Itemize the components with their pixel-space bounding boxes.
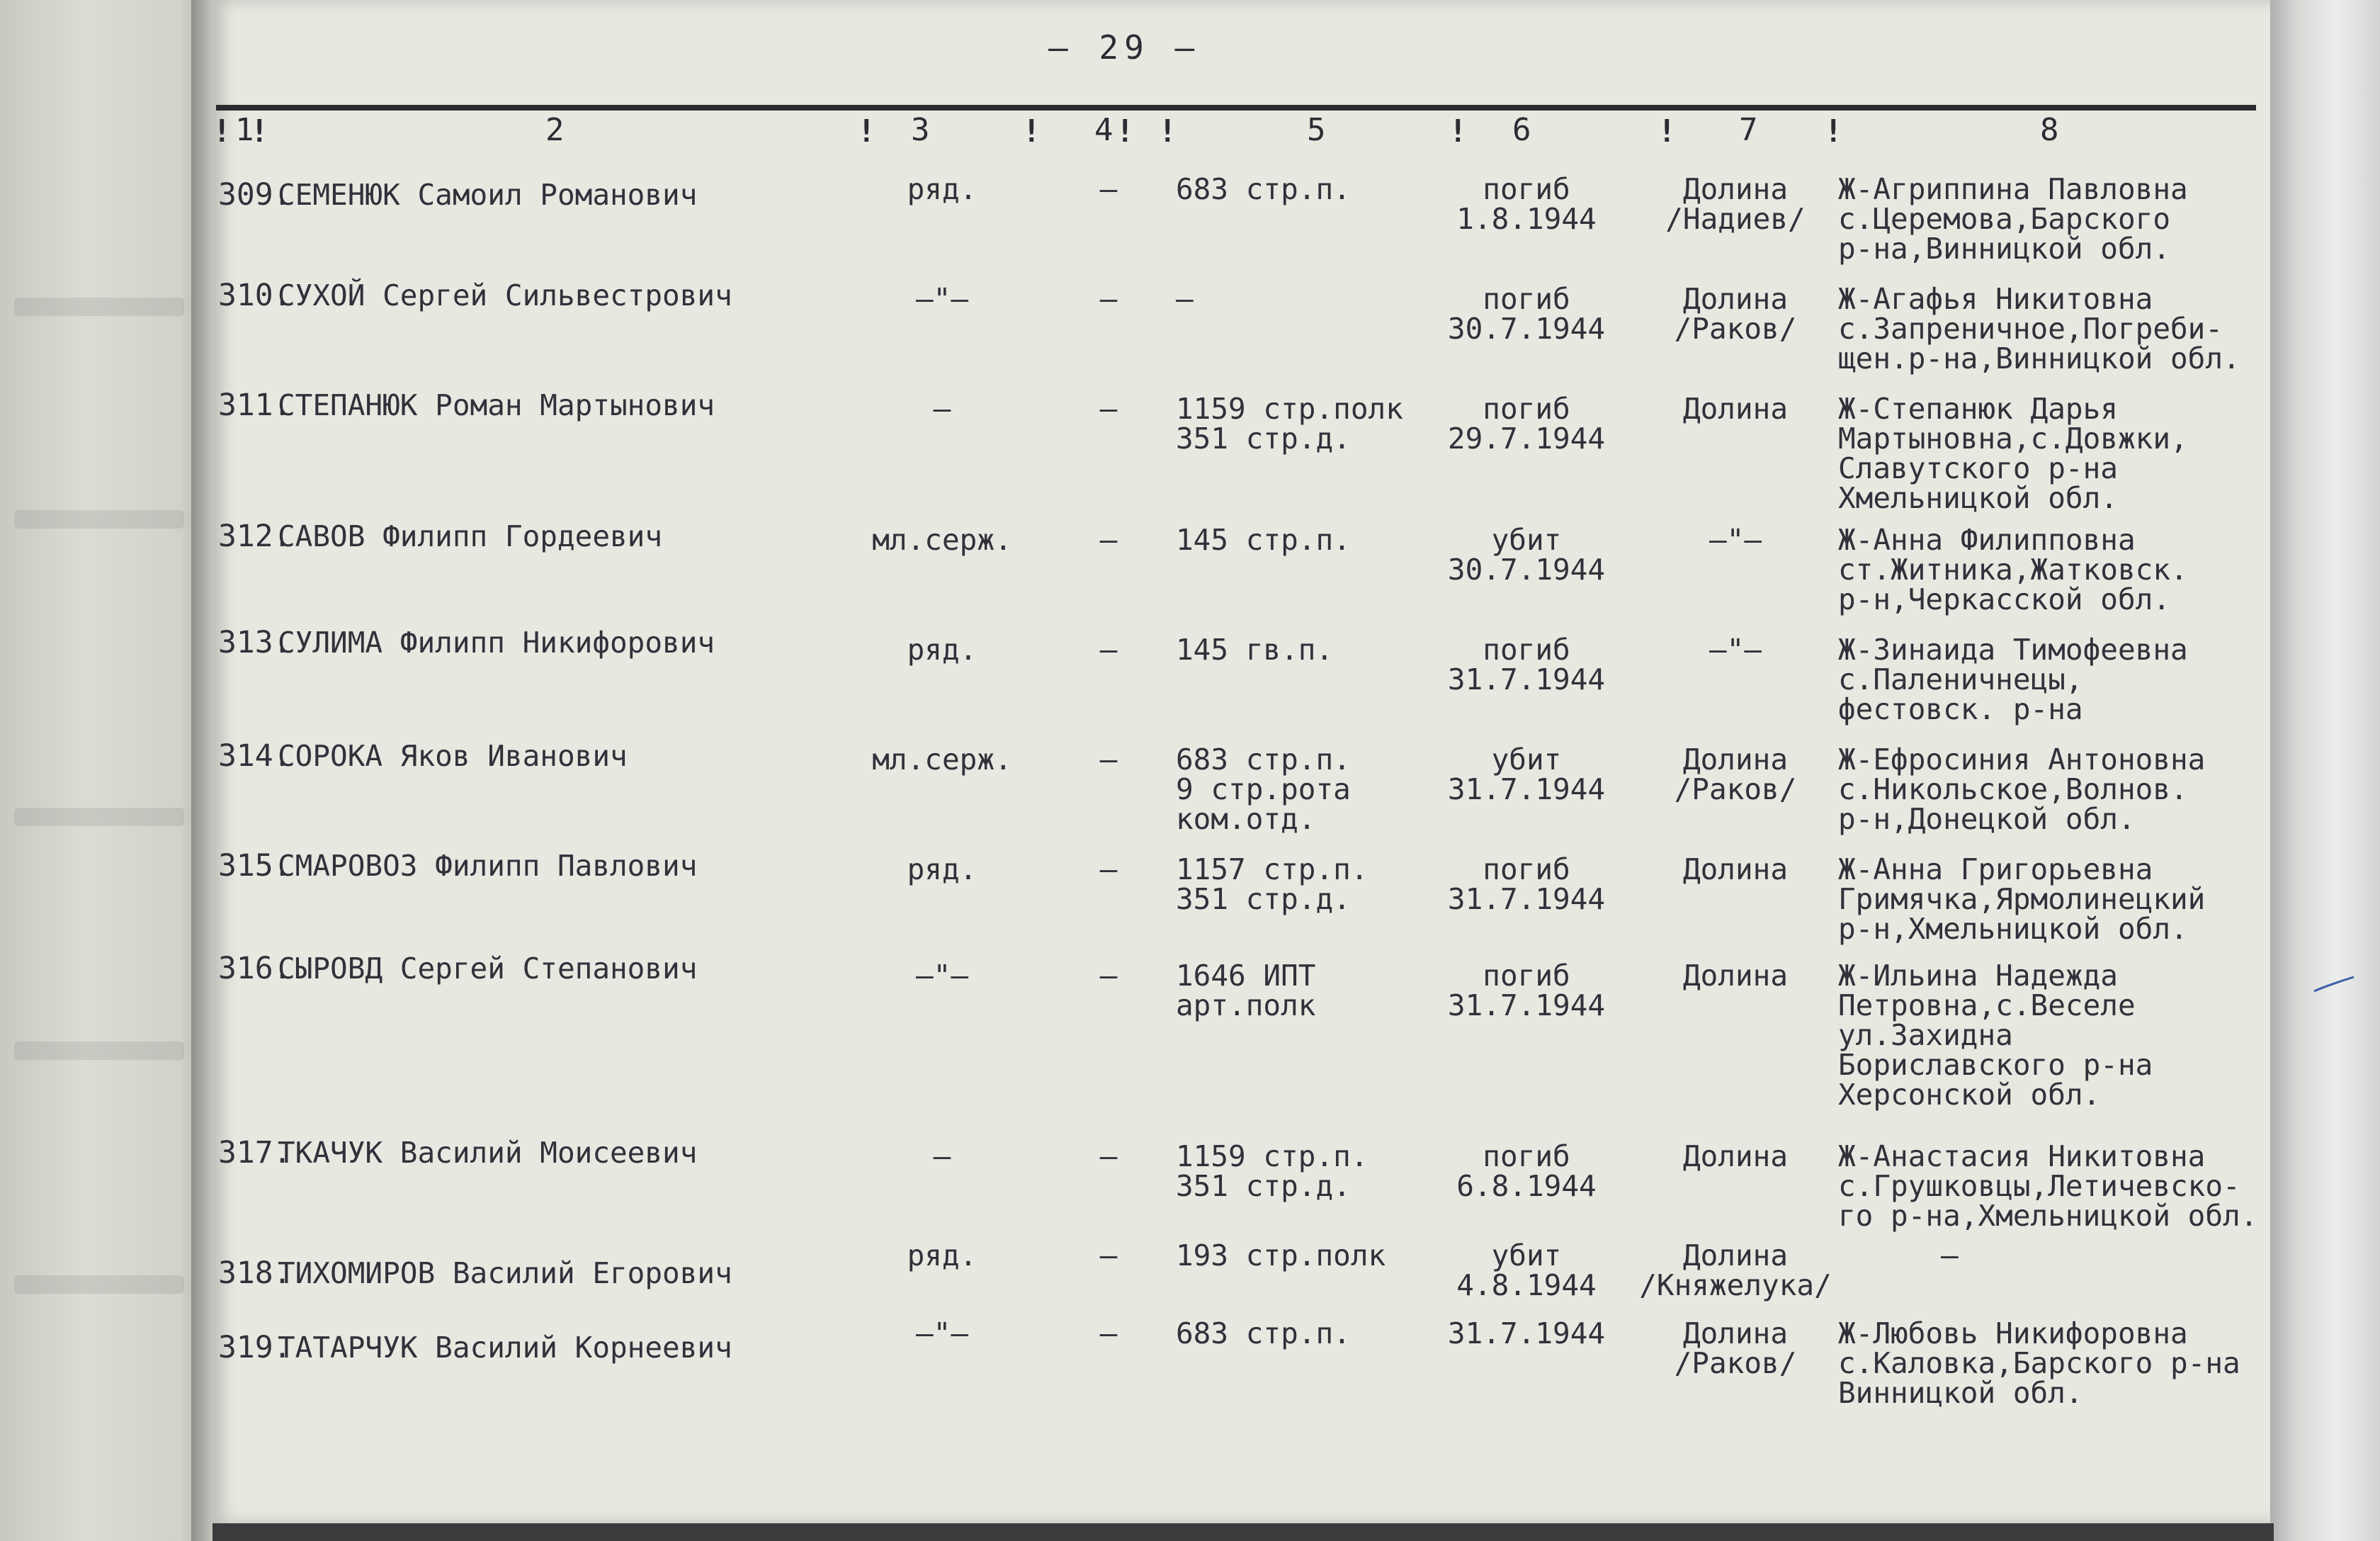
fate-line: убит [1491,1238,1562,1272]
record-number: 316. [218,951,292,986]
burial-place-line: Долина [1682,743,1789,777]
burial-place-line: /Княжелука/ [1639,1268,1832,1302]
person-name: ТИХОМИРОВ Василий Егорович [278,1256,732,1290]
fate-line: погиб [1483,282,1570,316]
fate-line: 4.8.1944 [1456,1268,1597,1302]
person-name: СЕМЕНЮК Самоил Романович [278,178,698,212]
military-unit-line: 351 стр.д. [1176,1169,1351,1203]
column-4-value: – [1099,282,1118,316]
person-name: САВОВ Филипп Гордеевич [278,519,663,553]
record-number: 313. [218,625,292,660]
person-name: СМАРОВОЗ Филипп Павлович [278,849,698,883]
military-unit-line: 145 гв.п. [1176,633,1334,667]
burial-place-line: Долина [1682,172,1789,206]
column-separator: ! [1116,113,1135,149]
burial-place-line: /Надиев/ [1665,202,1806,236]
rank: ряд. [907,852,978,886]
fate-line: погиб [1483,1139,1570,1173]
rank: мл.серж. [872,743,1012,777]
record-number: 309. [218,177,292,213]
column-number-7: 7 [1739,112,1758,148]
pen-mark-icon [2313,974,2355,995]
column-4-value: – [1099,852,1118,886]
rank: – [933,392,951,426]
column-separator: ! [250,113,269,149]
relative-info-line: р-на,Винницкой обл. [1838,232,2170,266]
page-number-value: 29 [1099,28,1150,67]
bleed-through-text [14,298,184,316]
column-4-value: – [1099,172,1118,206]
column-number-2: 2 [545,112,565,148]
military-unit-line: 9 стр.рота [1176,772,1351,806]
relative-info-line: го р-на,Хмельницкой обл. [1838,1199,2258,1233]
person-name: СТЕПАНЮК Роман Мартынович [278,388,715,422]
bleed-through-text [14,808,184,826]
bleed-through-text [14,510,184,529]
military-unit-line: 1646 ИПТ [1176,959,1316,993]
fate-line: 1.8.1944 [1456,202,1597,236]
column-4-value: – [1099,1238,1118,1272]
relative-info-line: ул.Захидна [1838,1018,2013,1052]
relative-info-line: фестовск. р-на [1838,692,2083,726]
column-separator: ! [1658,113,1677,149]
bleed-through-text [14,1275,184,1294]
military-unit-line: 193 стр.полк [1176,1238,1386,1272]
fate-line: 31.7.1944 [1447,988,1606,1022]
relative-info-line: с.Никольское,Волнов. [1838,772,2188,806]
rank: – [933,1139,951,1173]
relative-info-line: Хмельницкой обл. [1838,481,2118,515]
fate-line: погиб [1483,959,1570,993]
column-4-value: – [1099,743,1118,777]
relative-info-line: Мартыновна,с.Довжки, [1838,422,2188,456]
relative-info-line: с.Паленичнецы, [1838,662,2083,696]
rank: –"– [915,959,969,993]
relative-info-line: Ж-Любовь Никифоровна [1838,1316,2188,1350]
fate-line: 31.7.1944 [1447,662,1606,696]
rank: ряд. [907,633,978,667]
fate-line: погиб [1483,852,1570,886]
page-number: – 29 – [1048,28,1201,67]
record-number: 319. [218,1330,292,1365]
record-number: 317. [218,1135,292,1170]
burial-place-line: Долина [1682,1238,1789,1272]
relative-info-line: Ж-Анна Григорьевна [1838,852,2153,886]
burial-place-line: Долина [1682,1316,1789,1350]
burial-place-line: /Раков/ [1674,312,1797,346]
rank: –"– [915,282,969,316]
relative-info-line: с.Запреничное,Погреби- [1838,312,2223,346]
column-separator: ! [1158,113,1177,149]
burial-place-line: Долина [1682,1139,1789,1173]
column-separator: ! [1449,113,1468,149]
military-unit-line: 683 стр.п. [1176,1316,1351,1350]
rank: –"– [915,1316,969,1350]
left-page-margin [0,0,212,1541]
fate-line: погиб [1483,392,1570,426]
fate-line: убит [1491,523,1562,557]
column-separator: ! [212,113,232,149]
record-number: 311. [218,388,292,423]
person-name: ТКАЧУК Василий Моисеевич [278,1136,698,1170]
relative-info-line: Ж-Агриппина Павловна [1838,172,2188,206]
column-number-4: 4 [1094,112,1114,148]
military-unit-line: 1159 стр.полк [1176,392,1403,426]
person-name: СОРОКА Яков Иванович [278,739,628,773]
relative-info-line: Ж-Анна Филипповна [1838,523,2136,557]
person-name: СУХОЙ Сергей Сильвестрович [278,278,732,312]
military-unit-line: 351 стр.д. [1176,422,1351,456]
relative-info-line: р-н,Донецкой обл. [1838,802,2136,836]
column-number-1: 1 [235,112,254,148]
page-edge [2270,0,2380,1541]
fate-line: убит [1491,743,1562,777]
military-unit-line: 683 стр.п. [1176,172,1351,206]
column-number-5: 5 [1307,112,1326,148]
relative-info-line: Ж-Ильина Надежда [1838,959,2118,993]
relative-info-line: Ж-Анастасия Никитовна [1838,1139,2206,1173]
relative-info-line: Петровна,с.Веселе [1838,988,2136,1022]
relative-info-line: Ж-Зинаида Тимофеевна [1838,633,2188,667]
relative-info-line: Гримячка,Ярмолинецкий [1838,882,2206,916]
fate-line: 31.7.1944 [1447,772,1606,806]
fate-line: 29.7.1944 [1447,422,1606,456]
relative-info-line: щен.р-на,Винницкой обл. [1838,341,2240,376]
column-separator: ! [1022,113,1041,149]
burial-place-line: –"– [1708,633,1762,667]
column-number-3: 3 [911,112,930,148]
rank: мл.серж. [872,523,1012,557]
relative-info-line: Винницкой обл. [1838,1376,2083,1410]
column-4-value: – [1099,1139,1118,1173]
military-unit-line: 683 стр.п. [1176,743,1351,777]
fate-line: погиб [1483,633,1570,667]
military-unit-line: 1157 стр.п. [1176,852,1368,886]
burial-place-line: Долина [1682,392,1789,426]
column-4-value: – [1099,1316,1118,1350]
relative-info-line: р-н,Хмельницкой обл. [1838,912,2188,946]
record-number: 315. [218,848,292,884]
fate-line: 6.8.1944 [1456,1169,1597,1203]
relative-info-line: р-н,Черкасской обл. [1838,582,2170,616]
relative-info-line: Ж-Степанюк Дарья [1838,392,2118,426]
header-rule [216,105,2256,111]
military-unit-line: 145 стр.п. [1176,523,1351,557]
relative-info-line: Херсонской обл. [1838,1078,2101,1112]
fate-line: 31.7.1944 [1447,1316,1606,1350]
bleed-through-text [14,1042,184,1060]
column-4-value: – [1099,523,1118,557]
military-unit-line: ком.отд. [1176,802,1316,836]
burial-place-line: Долина [1682,959,1789,993]
relative-info-line: с.Каловка,Барского р-на [1838,1346,2240,1380]
relative-info-line: ст.Житника,Жатковск. [1838,553,2188,587]
column-4-value: – [1099,392,1118,426]
relative-info-line: Ж-Агафья Никитовна [1838,282,2153,316]
burial-place-line: /Раков/ [1674,772,1797,806]
military-unit-line: арт.полк [1176,988,1316,1022]
rank: ряд. [907,1238,978,1272]
military-unit-line: – [1176,282,1194,316]
record-number: 310. [218,278,292,313]
column-number-6: 6 [1512,112,1531,148]
person-name: ТАТАРЧУК Василий Корнеевич [278,1331,732,1365]
person-name: СЫРОВД Сергей Степанович [278,952,698,986]
relative-info-line: Славутского р-на [1838,451,2118,485]
burial-place-line: /Раков/ [1674,1346,1797,1380]
burial-place-line: Долина [1682,852,1789,886]
burial-place-line: –"– [1708,523,1762,557]
column-separator: ! [857,113,876,149]
relative-info-line: – [1941,1238,1959,1272]
person-name: СУЛИМА Филипп Никифорович [278,626,715,660]
military-unit-line: 1159 стр.п. [1176,1139,1368,1173]
column-4-value: – [1099,633,1118,667]
fate-line: 31.7.1944 [1447,882,1606,916]
relative-info-line: с.Грушковцы,Летичевско- [1838,1169,2240,1203]
relative-info-line: Бориславского р-на [1838,1048,2153,1082]
rank: ряд. [907,172,978,206]
fate-line: 30.7.1944 [1447,553,1606,587]
burial-place-line: Долина [1682,282,1789,316]
column-4-value: – [1099,959,1118,993]
column-number-8: 8 [2040,112,2059,148]
relative-info-line: с.Церемова,Барского [1838,202,2170,236]
relative-info-line: Ж-Ефросиния Антоновна [1838,743,2206,777]
page-bottom-shadow [212,1523,2274,1541]
column-separator: ! [1824,113,1843,149]
military-unit-line: 351 стр.д. [1176,882,1351,916]
record-number: 312. [218,519,292,554]
fate-line: погиб [1483,172,1570,206]
record-number: 314. [218,738,292,774]
fate-line: 30.7.1944 [1447,312,1606,346]
record-number: 318. [218,1255,292,1291]
